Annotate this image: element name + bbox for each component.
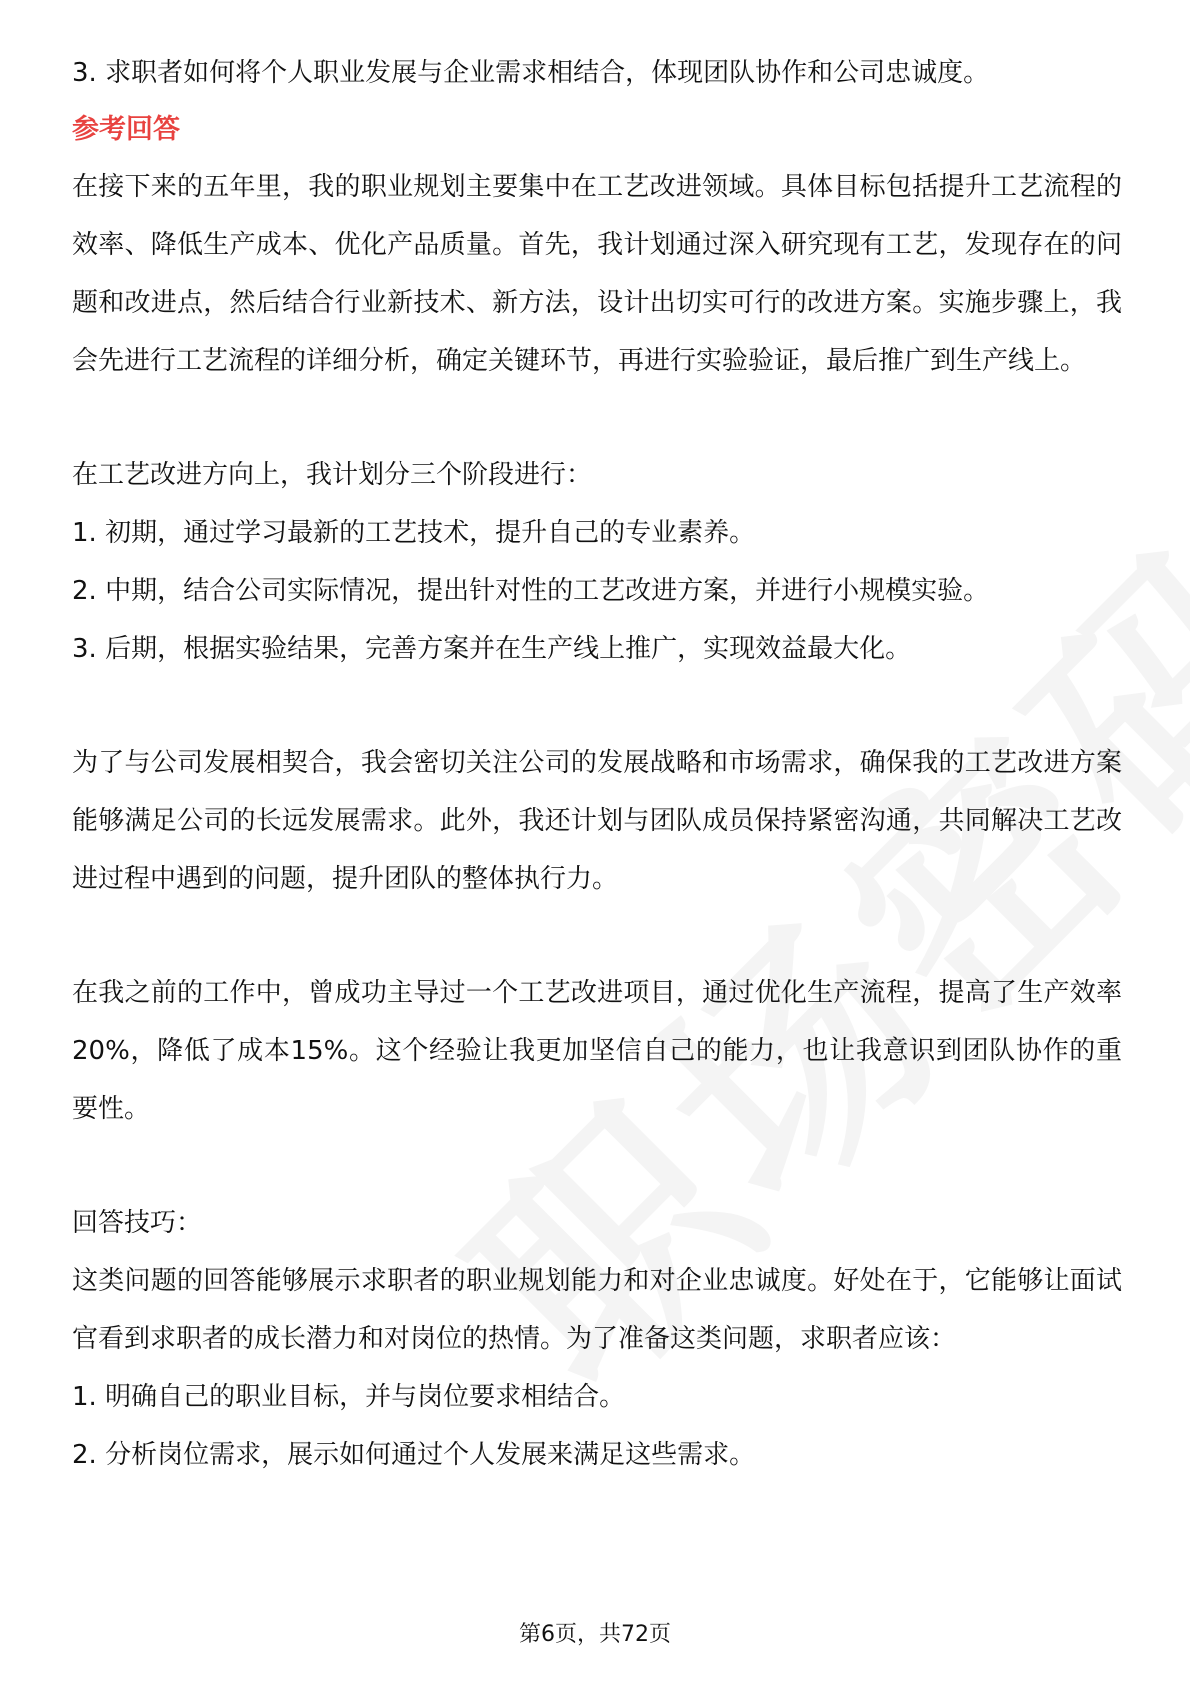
answer-paragraph-3: 为了与公司发展相契合，我会密切关注公司的发展战略和市场需求，确保我的工艺改进方案能够满足公司的长远发展需求。此外，我还计划与团队成员保持紧密沟通，共同解决工艺改进过程中遇到的问题，提升团队的整体执行力。 xyxy=(72,748,1122,894)
answer-stage-item: 3. 后期，根据实验结果，完善方案并在生产线上推广，实现效益最大化。 xyxy=(72,634,912,664)
tips-list-item: 2. 分析岗位需求，展示如何通过个人发展来满足这些需求。 xyxy=(72,1440,756,1470)
answer-stage-item: 1. 初期，通过学习最新的工艺技术，提升自己的专业素养。 xyxy=(72,518,756,548)
answer-paragraph-4: 在我之前的工作中，曾成功主导过一个工艺改进项目，通过优化生产流程，提高了生产效率20%，降低了成本15%。这个经验让我更加坚信自己的能力，也让我意识到团队协作的重要性。 xyxy=(72,978,1122,1124)
page-content xyxy=(72,44,1122,1484)
answer-stages-intro: 在工艺改进方向上，我计划分三个阶段进行： xyxy=(72,460,593,490)
page-number-footer: 第6页，共72页 xyxy=(519,1622,671,1647)
question-item-3: 3. 求职者如何将个人职业发展与企业需求相结合，体现团队协作和公司忠诚度。 xyxy=(72,58,990,88)
tips-heading: 回答技巧： xyxy=(72,1208,203,1238)
answer-heading: 参考回答 xyxy=(72,114,180,145)
answer-stage-item: 2. 中期，结合公司实际情况，提出针对性的工艺改进方案，并进行小规模实验。 xyxy=(72,576,990,606)
answer-paragraph-1: 在接下来的五年里，我的职业规划主要集中在工艺改进领域。具体目标包括提升工艺流程的效率、降低生产成本、优化产品质量。首先，我计划通过深入研究现有工艺，发现存在的问题和改进点，然后结合行业新技术、新方法，设计出切实可行的改进方案。实施步骤上，我会先进行工艺流程的详细分析，确定关键环节，再进行实验验证，最后推广到生产线上。 xyxy=(72,172,1122,376)
tips-paragraph: 这类问题的回答能够展示求职者的职业规划能力和对企业忠诚度。好处在于，它能够让面试官看到求职者的成长潜力和对岗位的热情。为了准备这类问题，求职者应该： xyxy=(72,1266,1122,1354)
tips-list-item: 1. 明确自己的职业目标，并与岗位要求相结合。 xyxy=(72,1382,626,1412)
